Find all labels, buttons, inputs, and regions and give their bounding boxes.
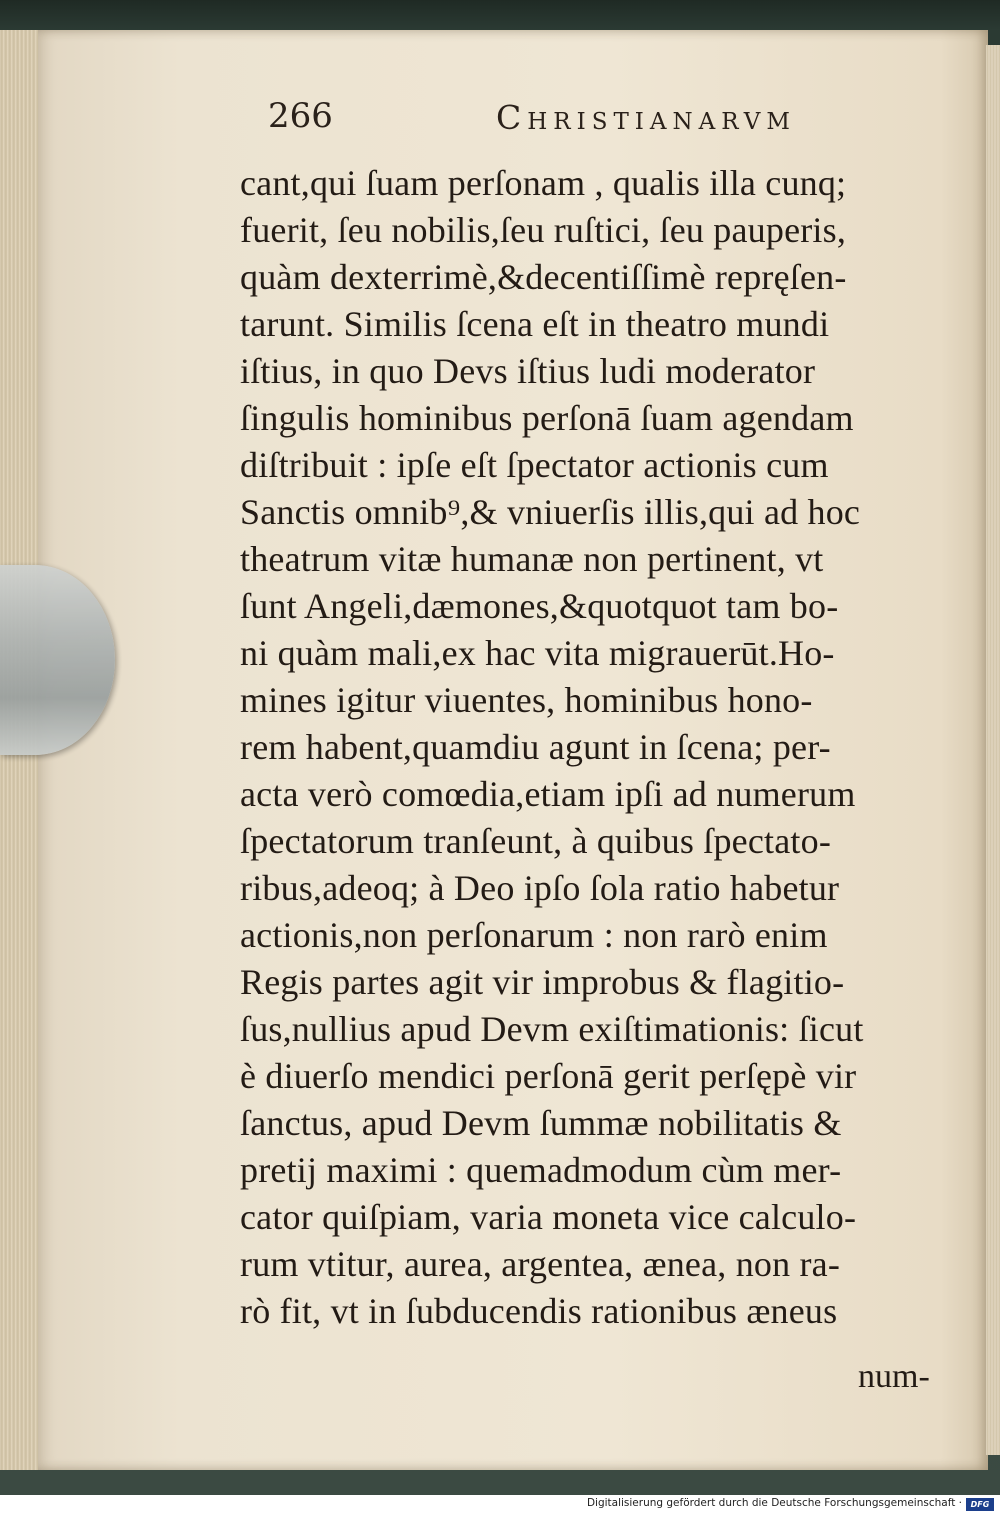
text-line: rem habent,quamdiu agunt in ſcena; per- bbox=[240, 727, 831, 767]
text-line: quàm dexterrimè,&decentiſſimè repręſen- bbox=[240, 257, 847, 297]
page-header bbox=[268, 96, 878, 146]
text-line: diſtribuit : ipſe eſt ſpectator actionis cum bbox=[240, 445, 829, 485]
text-line: rò fit, vt in ſubducendis rationibus æneus bbox=[240, 1291, 838, 1331]
text-line: theatrum vitæ humanæ non pertinent, vt bbox=[240, 539, 824, 579]
text-line: ni quàm mali,ex hac vita migrauerūt.Ho- bbox=[240, 633, 835, 673]
text-line: ſingulis hominibus perſonā ſuam agendam bbox=[240, 398, 854, 438]
running-head: Christianarvm bbox=[496, 98, 796, 137]
text-line: rum vtitur, aurea, argentea, ænea, non ra- bbox=[240, 1244, 841, 1284]
text-line: Sanctis omnib⁹,& vniuerſis illis,qui ad hoc bbox=[240, 492, 861, 532]
text-line: ſunt Angeli,dæmones,&quotquot tam bo- bbox=[240, 586, 839, 626]
text-line: è diuerſo mendici perſonā gerit perſępè vir bbox=[240, 1056, 857, 1096]
text-line: tarunt. Similis ſcena eſt in theatro mundi bbox=[240, 304, 830, 344]
page-edges-right bbox=[986, 45, 1000, 1455]
catchword: num- bbox=[858, 1358, 930, 1395]
text-line: ſus,nullius apud Devm exiſtimationis: ſicut bbox=[240, 1009, 864, 1049]
footer-bar bbox=[0, 1495, 1000, 1515]
text-line: ſpectatorum tranſeunt, à quibus ſpectato- bbox=[240, 821, 832, 861]
text-line: actionis,non perſonarum : non rarò enim bbox=[240, 915, 828, 955]
text-line: cant,qui ſuam perſonam , qualis illa cunq; bbox=[240, 163, 847, 203]
digitization-credit: Digitalisierung gefördert durch die Deutsche Forschungsgemeinschaft · bbox=[586, 1497, 962, 1509]
text-line: ſanctus, apud Devm ſummæ nobilitatis & bbox=[240, 1103, 842, 1143]
dfg-logo: DFG bbox=[966, 1498, 994, 1511]
text-line: acta verò comœdia,etiam ipſi ad numerum bbox=[240, 774, 856, 814]
text-line: cator quiſpiam, varia moneta vice calculo- bbox=[240, 1197, 857, 1237]
text-line: pretij maximi : quemadmodum cùm mer- bbox=[240, 1150, 842, 1190]
text-line: Regis partes agit vir improbus & flagitio- bbox=[240, 962, 845, 1002]
text-line: fuerit, ſeu nobilis,ſeu ruſtici, ſeu pauperis, bbox=[240, 210, 847, 250]
page-number: 266 bbox=[268, 96, 333, 136]
body-text bbox=[240, 160, 960, 1335]
text-line: ribus,adeoq; à Deo ipſo ſola ratio habetur bbox=[240, 868, 840, 908]
text-line: iſtius, in quo Devs iſtius ludi moderator bbox=[240, 351, 816, 391]
text-line: mines igitur viuentes, hominibus hono- bbox=[240, 680, 813, 720]
